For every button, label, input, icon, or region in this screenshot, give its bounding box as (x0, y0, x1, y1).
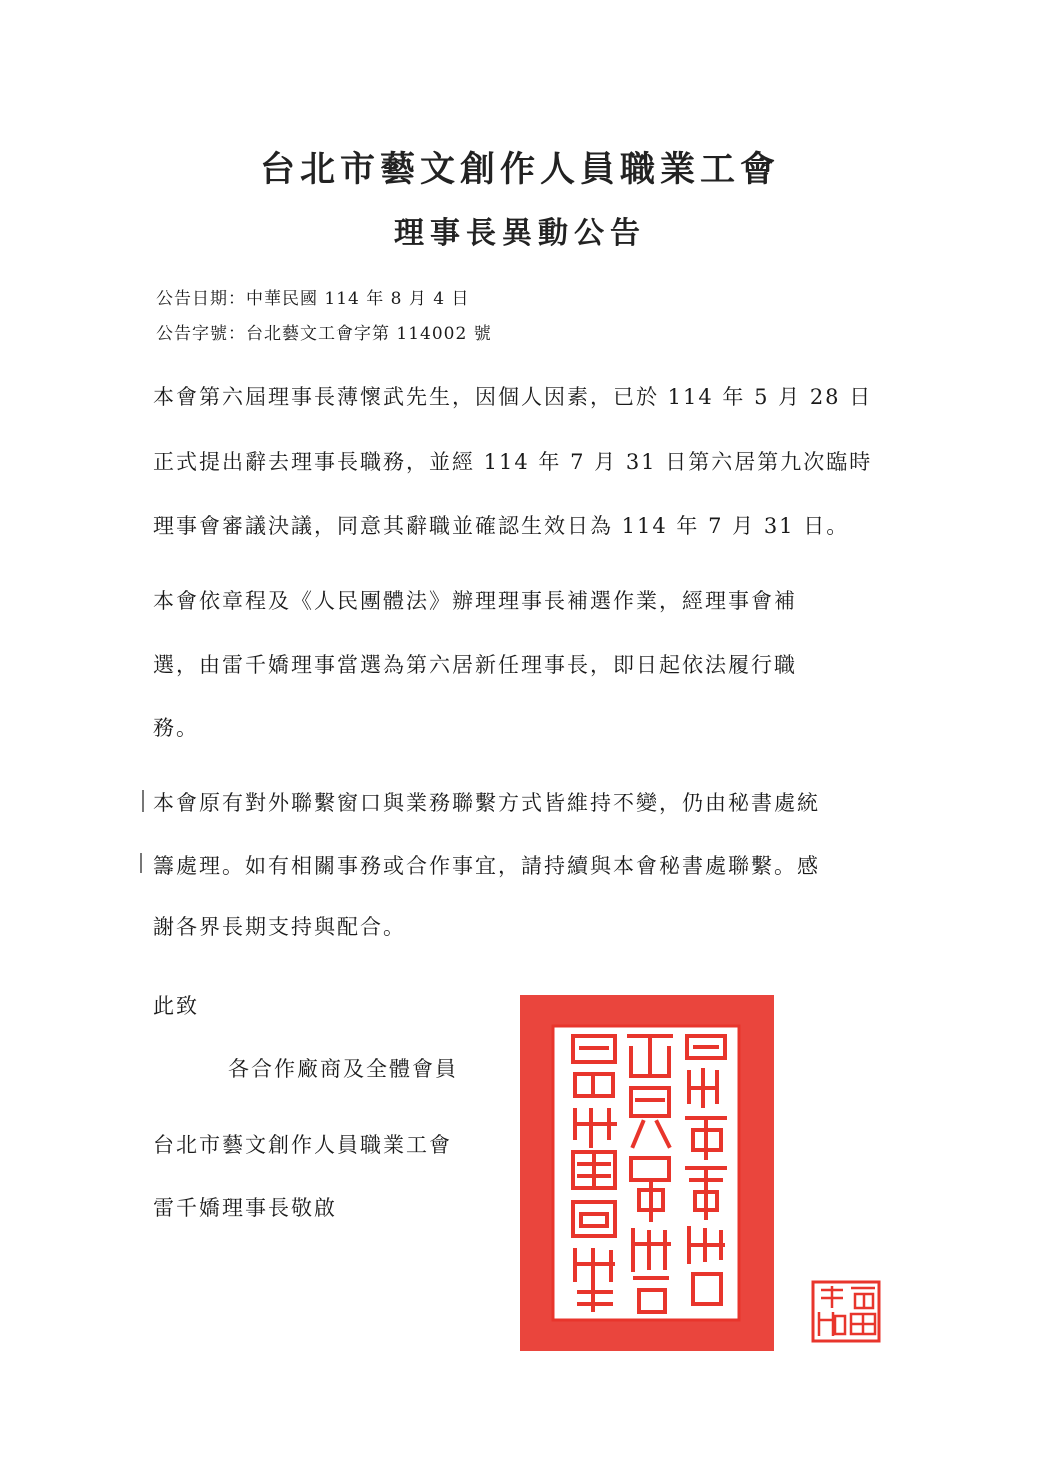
number-value: 台北藝文工會字第 114002 號 (246, 324, 492, 344)
paragraph1-line: 本會第六屆理事長薄懷武先生，因個人因素，已於 114 年 5 月 28 日 (153, 385, 873, 409)
organization-name: 台北市藝文創作人員職業工會 (153, 1133, 452, 1157)
signature: 雷千嬌理事長敬啟 (153, 1196, 337, 1220)
paragraph3-line: 本會原有對外聯繫窗口與業務聯繫方式皆維持不變，仍由秘書處統 (153, 791, 820, 815)
announcement-number (156, 319, 492, 344)
paragraph2-line: 務。 (153, 716, 199, 740)
paragraph3-line: 謝各界長期支持與配合。 (153, 915, 406, 939)
paragraph2-line: 本會依章程及《人民團體法》辦理理事長補選作業，經理事會補 (153, 589, 797, 613)
paragraph3-line: 籌處理。如有相關事務或合作事宜，請持續與本會秘書處聯繫。感 (153, 854, 820, 878)
recipient: 各合作廠商及全體會員 (228, 1057, 458, 1081)
union-seal-stamp (517, 992, 777, 1354)
date-label: 公告日期： (156, 289, 246, 309)
date-value: 中華民國 114 年 8 月 4 日 (246, 289, 470, 309)
paragraph1-line: 理事會審議決議，同意其辭職並確認生效日為 114 年 7 月 31 日。 (153, 514, 850, 538)
page-title: 台北市藝文創作人員職業工會 (259, 150, 780, 190)
page-subtitle: 理事長異動公告 (394, 216, 646, 251)
chairperson-seal-stamp (811, 1280, 881, 1343)
scan-margin-mark (142, 790, 144, 812)
paragraph1-line: 正式提出辭去理事長職務，並經 114 年 7 月 31 日第六居第九次臨時 (153, 450, 873, 474)
number-label: 公告字號： (156, 324, 246, 344)
paragraph2-line: 選，由雷千嬌理事當選為第六居新任理事長，即日起依法履行職 (153, 653, 797, 677)
scan-margin-mark (140, 853, 142, 873)
announcement-date (156, 284, 470, 309)
salutation: 此致 (153, 994, 199, 1018)
